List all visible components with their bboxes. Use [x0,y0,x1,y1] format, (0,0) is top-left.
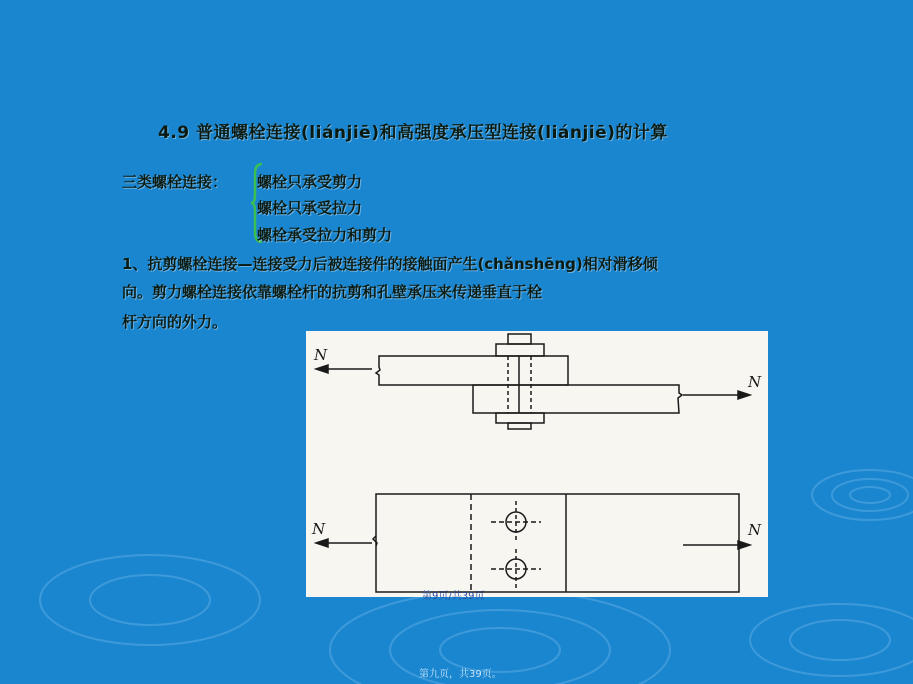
bolt-type-combined: 螺栓承受拉力和剪力 [257,226,393,244]
plan-view [373,494,739,592]
force-label-right-bottom: N [748,521,762,539]
bolted-joint-figure [306,331,768,597]
bolt-type-tension: 螺栓只承受拉力 [257,199,363,217]
bolt-types-label: 三类螺栓连接： [122,173,228,191]
side-view [376,334,682,429]
force-label-right-top: N [748,373,762,391]
page-marker: 第9页/共39页 [422,591,485,602]
bolt-type-shear: 螺栓只承受剪力 [257,173,363,191]
paragraph-line-3: 杆方向的外力。 [122,313,228,331]
paragraph-line-1: 1、抗剪螺栓连接—连接受力后被连接件的接触面产生(chǎnshēng)相对滑移倾 [122,255,658,273]
force-label-left-bottom: N [312,520,326,538]
slide-title: 4.9 普通螺栓连接(liánjiē)和高强度承压型连接(liánjiē)的计算 [158,123,668,143]
slide-footer: 第九页，共39页。 [419,669,502,680]
force-label-left-top: N [314,346,328,364]
paragraph-line-2: 向。剪力螺栓连接依靠螺栓杆的抗剪和孔壁承压来传递垂直于栓 [122,283,543,301]
